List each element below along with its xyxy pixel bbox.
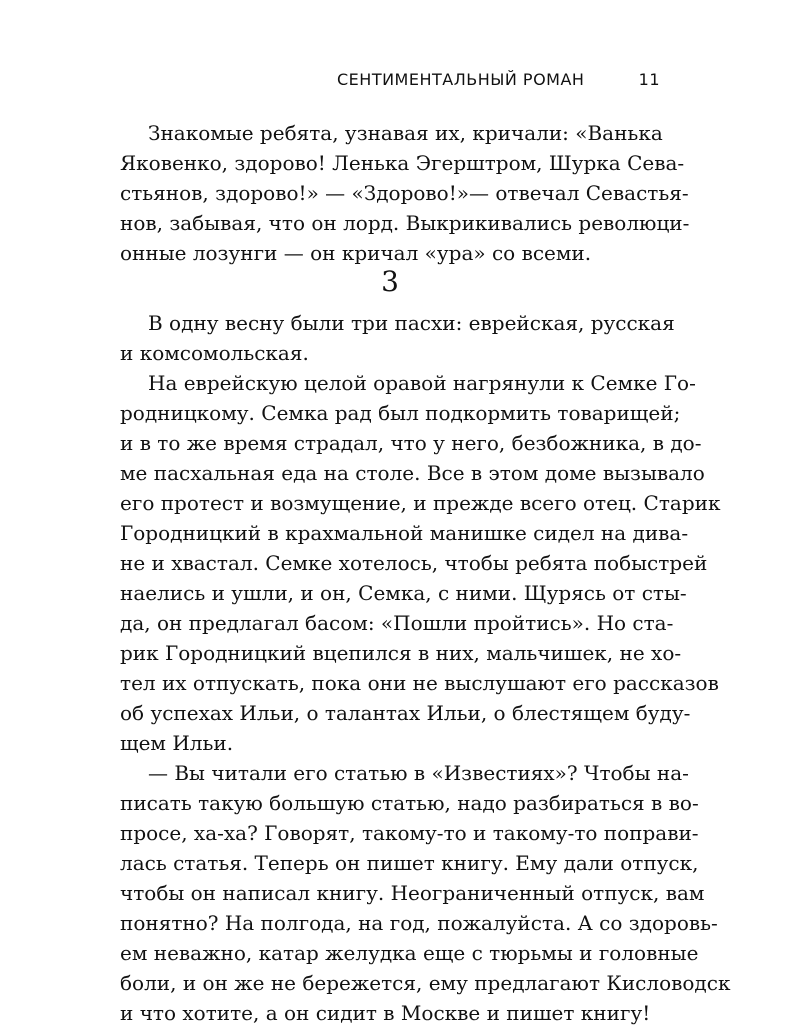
text-block-main [120,308,731,1028]
text-line: тел их отпускать, пока они не выслушают его рассказов [120,671,719,695]
page-number: 11 [638,70,660,89]
text-line: ме пасхальная еда на столе. Все в этом доме вызывало [120,461,705,485]
text-block-top [120,118,690,268]
text-line: нов, забывая, что он лорд. Выкрикивались революци- [120,211,690,235]
text-line: На еврейскую целой оравой нагрянули к Семке Го- [148,371,696,395]
text-line: онные лозунги — он кричал «ура» со всеми. [120,241,592,265]
text-line: В одну весну были три пасхи: еврейская, русская [148,311,675,335]
running-title: СЕНТИМЕНТАЛЬНЫЙ РОМАН [337,70,585,89]
paragraph [120,758,731,1028]
text-line: и в то же время страдал, что у него, безбожника, в до- [120,431,702,455]
text-line: Знакомые ребята, узнавая их, кричали: «Ванька [148,121,663,145]
text-line: и что хотите, а он сидит в Москве и пишет книгу! [120,1001,651,1025]
text-line: рик Городницкий вцепился в них, мальчишек, не хо- [120,641,682,665]
text-line: просе, ха-ха? Говорят, такому-то и такому-то поправи- [120,821,699,845]
text-line: боли, и он же не бережется, ему предлагают Кисловодск [120,971,731,995]
paragraph [120,308,675,368]
text-line: не и хвастал. Семке хотелось, чтобы ребята побыстрей [120,551,708,575]
text-line: писать такую большую статью, надо разбираться в во- [120,791,699,815]
text-line: Яковенко, здорово! Ленька Эгерштром, Шурка Сева- [120,151,685,175]
text-line: чтобы он написал книгу. Неограниченный отпуск, вам [120,881,705,905]
text-line: об успехах Ильи, о талантах Ильи, о блестящем буду- [120,701,691,725]
chapter-number: 3 [381,265,399,298]
text-line: наелись и ушли, и он, Семка, с ними. Щурясь от сты- [120,581,687,605]
paragraph [120,118,690,268]
text-line: лась статья. Теперь он пишет книгу. Ему дали отпуск, [120,851,699,875]
text-line: его протест и возмущение, и прежде всего отец. Старик [120,491,721,515]
text-line: ем неважно, катар желудка еще с тюрьмы и головные [120,941,699,965]
text-line: Городницкий в крахмальной манишке сидел на дива- [120,521,689,545]
text-line: да, он предлагал басом: «Пошли пройтись». Но ста- [120,611,674,635]
running-head [120,66,660,96]
text-line: — Вы читали его статью в «Известиях»? Чтобы на- [148,761,689,785]
text-line: и комсомольская. [120,341,309,365]
text-line: стьянов, здорово!» — «Здорово!»— отвечал Севастья- [120,181,689,205]
text-line: родницкому. Семка рад был подкормить товарищей; [120,401,681,425]
text-line: понятно? На полгода, на год, пожалуйста. А со здоровь- [120,911,718,935]
text-line: щем Ильи. [120,731,234,755]
paragraph [120,368,721,758]
